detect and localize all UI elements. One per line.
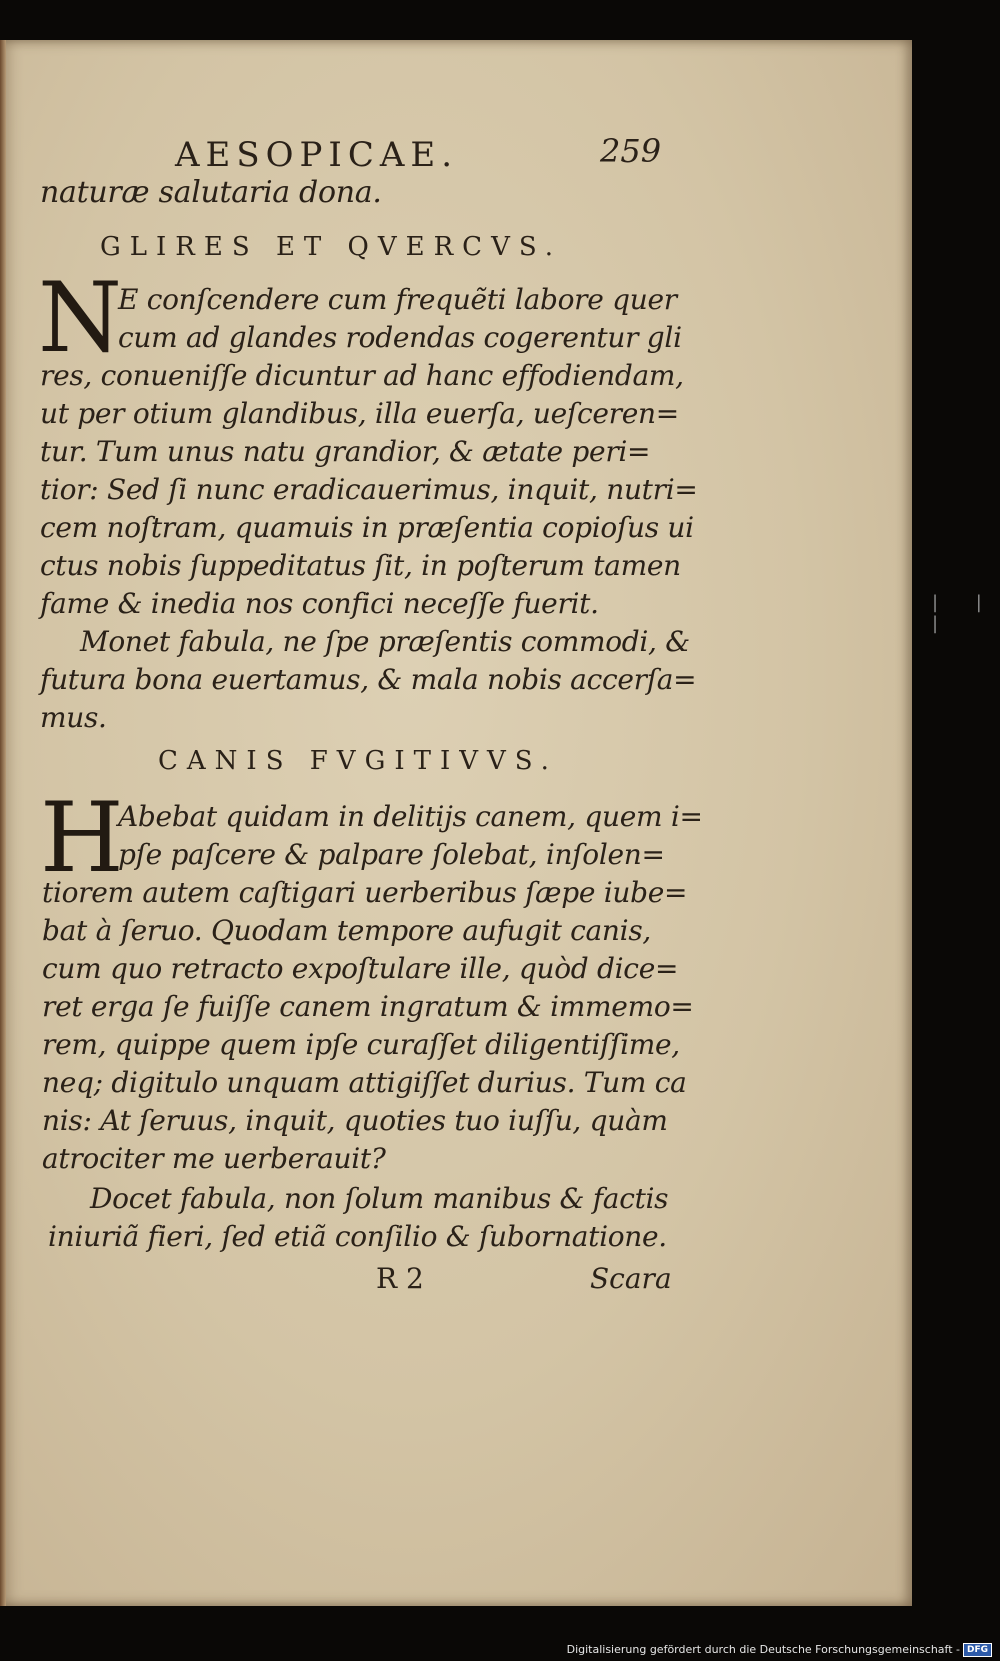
text-line: res, conueniſſe dicuntur ad hanc effodiendam, [40, 359, 684, 392]
credit-text: Digitalisierung gefördert durch die Deutsche Forschungsgemeinschaft - [566, 1643, 960, 1656]
moral-line: iniuriã fieri, ſed etiã conſilio & ſubornatione. [48, 1220, 667, 1253]
text-line: fame & inedia nos confici neceſſe fuerit. [40, 587, 599, 620]
dfg-logo: DFG [963, 1643, 992, 1657]
dropcap-h: H [40, 782, 124, 894]
carryover-line: naturæ salutaria dona. [40, 175, 382, 210]
text-line: tiorem autem caſtigari uerberibus ſæpe iube= [42, 876, 688, 909]
signature-mark: R 2 [376, 1262, 424, 1295]
text-line: ret erga ſe fuiſſe canem ingratum & immemo= [42, 990, 694, 1023]
text-line: tur. Tum unus natu grandior, & ætate peri= [40, 435, 651, 468]
text-line: neq; digitulo unquam attigiſſet durius. Tum ca [42, 1066, 687, 1099]
fable-title-canis: CANIS FVGITIVVS. [158, 746, 558, 776]
running-head: AESOPICAE. [175, 135, 459, 175]
fable-title-glires: GLIRES ET QVERCVS. [100, 232, 562, 262]
text-line: rem, quippe quem ipſe curaſſet diligentiſſime, [42, 1028, 680, 1061]
text-line: atrociter me uerberauit? [42, 1142, 386, 1175]
ruler-ticks: | | | [932, 592, 998, 634]
moral-line: Docet fabula, non ſolum manibus & factis [90, 1182, 669, 1215]
book-page [0, 40, 912, 1606]
page-gutter-edge [0, 40, 6, 1606]
text-line: cum quo retracto expoſtulare ille, quòd dice= [42, 952, 679, 985]
digitization-credit [567, 1643, 992, 1657]
catchword: Scara [590, 1262, 672, 1295]
text-line: pſe paſcere & palpare ſolebat, inſolen= [118, 838, 665, 871]
text-line: cem noſtram, quamuis in præſentia copioſus ui [40, 511, 694, 544]
page-number: 259 [600, 132, 662, 170]
text-line: E conſcendere cum frequẽti labore quer [118, 283, 677, 316]
text-line: Abebat quidam in delitijs canem, quem i= [118, 800, 703, 833]
text-line: nis: At ſeruus, inquit, quoties tuo iuſſu, quàm [42, 1104, 668, 1137]
text-line: ctus nobis ſuppeditatus ſit, in poſterum tamen [40, 549, 681, 582]
moral-line: mus. [40, 701, 107, 734]
moral-line: Monet fabula, ne ſpe præſentis commodi, & [80, 625, 690, 658]
dropcap-n: N [38, 262, 122, 374]
text-line: bat à ſeruo. Quodam tempore aufugit canis, [42, 914, 651, 947]
text-line: cum ad glandes rodendas cogerentur gli [118, 321, 682, 354]
text-line: tior: Sed ſi nunc eradicauerimus, inquit, nutri= [40, 473, 698, 506]
moral-line: futura bona euertamus, & mala nobis accerſa= [40, 663, 697, 696]
text-line: ut per otium glandibus, illa euerſa, ueſceren= [40, 397, 679, 430]
